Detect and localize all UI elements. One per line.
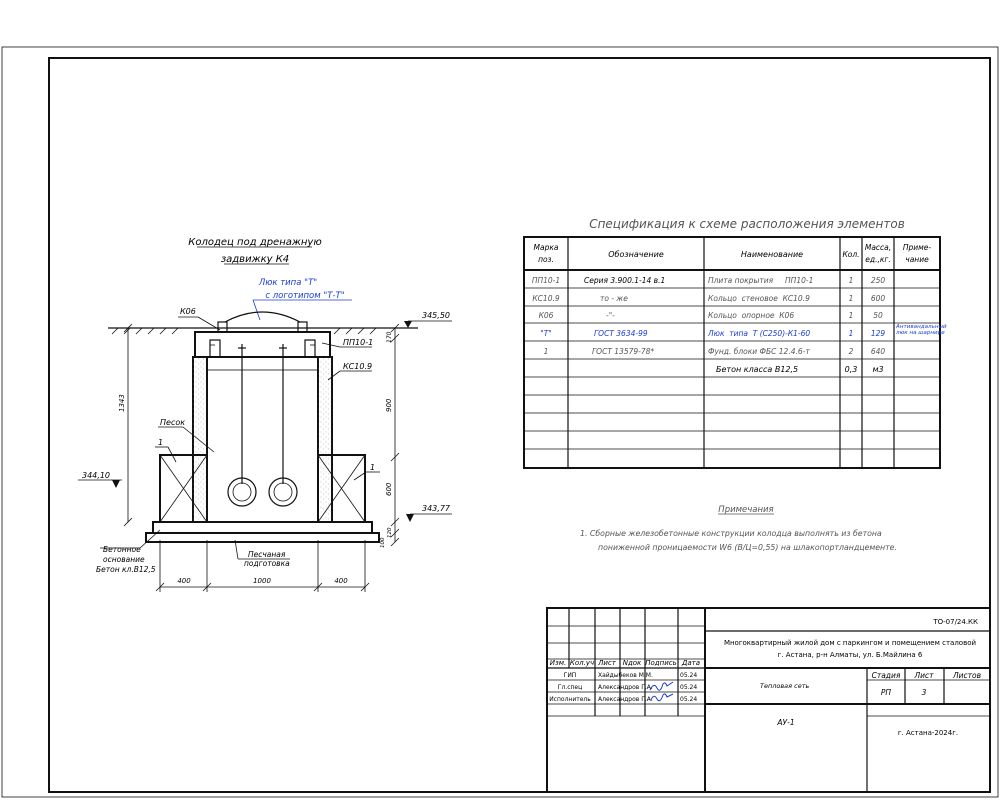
sheets-header: Листов xyxy=(952,671,982,680)
label-block-left: 1 xyxy=(158,438,164,447)
sand-prep-line2: подготовка xyxy=(244,559,290,568)
dim-bottom-1000: 1000 xyxy=(253,577,271,585)
spec-row-mass: м3 xyxy=(872,365,884,374)
spec-row-note-wrap xyxy=(896,324,956,352)
well-section xyxy=(78,237,452,592)
label-sand: Песок xyxy=(160,418,186,427)
spec-header-note-2: чание xyxy=(905,255,929,264)
dim-right-170: 170 xyxy=(386,331,393,343)
elev-left-text: 344,10 xyxy=(82,471,110,480)
spec-row-note: Антивандальный люк на шарнире xyxy=(896,324,947,337)
dim-left-vertical: 1343 xyxy=(118,394,126,412)
staff-date: 05.24 xyxy=(680,684,698,691)
spec-row-mass: 250 xyxy=(870,276,886,285)
spec-header-mass-2: ед.,кг. xyxy=(865,255,891,264)
sheet-title: Тепловая сеть xyxy=(760,682,810,690)
dim-right-100: 100 xyxy=(380,537,386,548)
sand-prep-line1: Песчаная xyxy=(248,550,286,559)
spec-header-mark-1: Марка xyxy=(533,243,559,252)
spec-row-name: Бетон класса В12,5 xyxy=(716,365,799,374)
staff-name: Хайдыбеков М.М. xyxy=(598,672,653,679)
spec-row-mass: 640 xyxy=(870,347,886,356)
staff-name: Александров Г.А. xyxy=(598,696,653,703)
col-header-date: Дата xyxy=(681,659,701,667)
base-label-line2: основание xyxy=(103,555,145,564)
spec-row-designation: Серия 3.900.1-14 в.1 xyxy=(584,276,666,285)
spec-row-mark: "Т" xyxy=(540,329,552,338)
inner-frame xyxy=(49,58,990,792)
dim-bottom-400-right: 400 xyxy=(334,577,348,585)
col-header-sheet: Лист xyxy=(598,659,616,667)
staff-role: Гл.спец xyxy=(557,684,583,691)
spec-header-note-1: Приме- xyxy=(902,243,932,252)
well-title-line2: задвижку К4 xyxy=(220,254,290,265)
stage-header: Стадия xyxy=(871,671,901,680)
spec-header-qty: Кол. xyxy=(842,250,860,259)
spec-row-mass: 600 xyxy=(870,294,886,303)
spec-table xyxy=(524,217,956,468)
spec-row-designation: ГОСТ 13579-78* xyxy=(592,347,655,356)
elevation-left xyxy=(78,471,122,488)
spec-row-mark: К06 xyxy=(538,311,554,320)
spec-row-name: Люк типа Т (С250)-К1-60 xyxy=(708,329,811,338)
hatch-label-line2: с логотипом "Т-Т" xyxy=(265,291,345,301)
notes-line1: 1. Сборные железобетонные конструкции колодца выполнять из бетона xyxy=(580,529,882,538)
spec-row-qty: 1 xyxy=(848,329,854,338)
dim-right-120: 120 xyxy=(387,527,393,538)
spec-row-name: Фунд. блоки ФБС 12.4.6-т xyxy=(708,347,810,356)
staff-name: Александров Г.А. xyxy=(598,684,653,691)
spec-row-mark: ПП10-1 xyxy=(531,276,561,285)
spec-row-name: Кольцо опорное К06 xyxy=(708,311,795,320)
staff-date: 05.24 xyxy=(680,672,698,679)
spec-row-mass: 50 xyxy=(873,311,883,320)
notes-line2: пониженной проницаемости W6 (В/Ц=0,55) на шлакопортландцементе. xyxy=(598,543,897,552)
dim-bottom-400-left: 400 xyxy=(177,577,191,585)
spec-header-mass-1: Масса, xyxy=(864,243,892,252)
spec-header-designation: Обозначение xyxy=(608,250,664,259)
staff-date: 05.24 xyxy=(680,696,698,703)
elev-bottom-text: 343,77 xyxy=(422,504,450,513)
col-header-sign: Подпись xyxy=(645,659,677,667)
city-year: г. Астана-2024г. xyxy=(897,729,959,737)
elev-top-text: 345,50 xyxy=(422,311,450,320)
project-line2: г. Астана, р-н Алматы, ул. Б.Майлина 6 xyxy=(777,651,923,659)
hatch-label-line1: Люк типа "Т" xyxy=(258,278,318,288)
elevation-top xyxy=(404,311,452,328)
spec-row-qty: 0,3 xyxy=(844,365,858,374)
spec-row-mark: КС10.9 xyxy=(532,294,560,303)
drawing-code: АУ-1 xyxy=(777,718,795,727)
spec-title: Спецификация к схеме расположения элементов xyxy=(589,217,905,231)
spec-header-mark-2: поз. xyxy=(538,255,554,264)
spec-row-qty: 1 xyxy=(848,276,854,285)
spec-row-qty: 1 xyxy=(848,294,854,303)
spec-row-qty: 1 xyxy=(848,311,854,320)
spec-row-mark: 1 xyxy=(543,347,549,356)
spec-row-mass: 129 xyxy=(870,329,886,338)
col-header-change: Изм. xyxy=(549,659,567,667)
elevation-bottom xyxy=(406,504,452,522)
label-pp10: ПП10-1 xyxy=(343,338,374,347)
spec-row-designation: то - же xyxy=(600,294,628,303)
well-title-line1: Колодец под дренажную xyxy=(188,237,322,248)
spec-row-designation: ГОСТ 3634-99 xyxy=(594,329,648,338)
spec-row-name: Плита покрытия ПП10-1 xyxy=(708,276,814,285)
base-label-line3: Бетон кл.В12,5 xyxy=(96,565,156,574)
label-ks109: КС10.9 xyxy=(343,362,373,371)
signature-mark xyxy=(651,694,673,701)
signature-mark xyxy=(650,682,673,690)
staff-role: ГИП xyxy=(563,672,577,679)
spec-row-qty: 2 xyxy=(848,347,854,356)
outer-sheet-border xyxy=(2,47,998,797)
title-block xyxy=(547,608,990,792)
sheet-header: Лист xyxy=(914,671,934,680)
dim-right-600: 600 xyxy=(385,482,393,496)
spec-row-name: Кольцо стеновое КС10.9 xyxy=(708,294,810,303)
label-block-right: 1 xyxy=(370,463,376,472)
spec-header-name: Наименование xyxy=(740,250,804,259)
stage-value: РП xyxy=(880,688,892,697)
base-label-line1: Бетонное xyxy=(103,545,141,554)
dim-right-900: 900 xyxy=(385,398,393,412)
col-header-doc: Nдок xyxy=(622,659,642,667)
sheet-value: 3 xyxy=(921,688,927,697)
doc-code: ТО-07/24.КК xyxy=(933,618,978,626)
col-header-qty: Кол.уч xyxy=(569,659,595,667)
spec-row-designation: -"- xyxy=(606,311,615,320)
label-k06: К06 xyxy=(180,307,196,316)
staff-role: Исполнитель xyxy=(549,696,591,703)
notes-title: Примечания xyxy=(718,505,774,515)
project-line1: Многоквартирный жилой дом с паркингом и помещением сталовой xyxy=(723,639,977,647)
notes xyxy=(580,505,897,552)
